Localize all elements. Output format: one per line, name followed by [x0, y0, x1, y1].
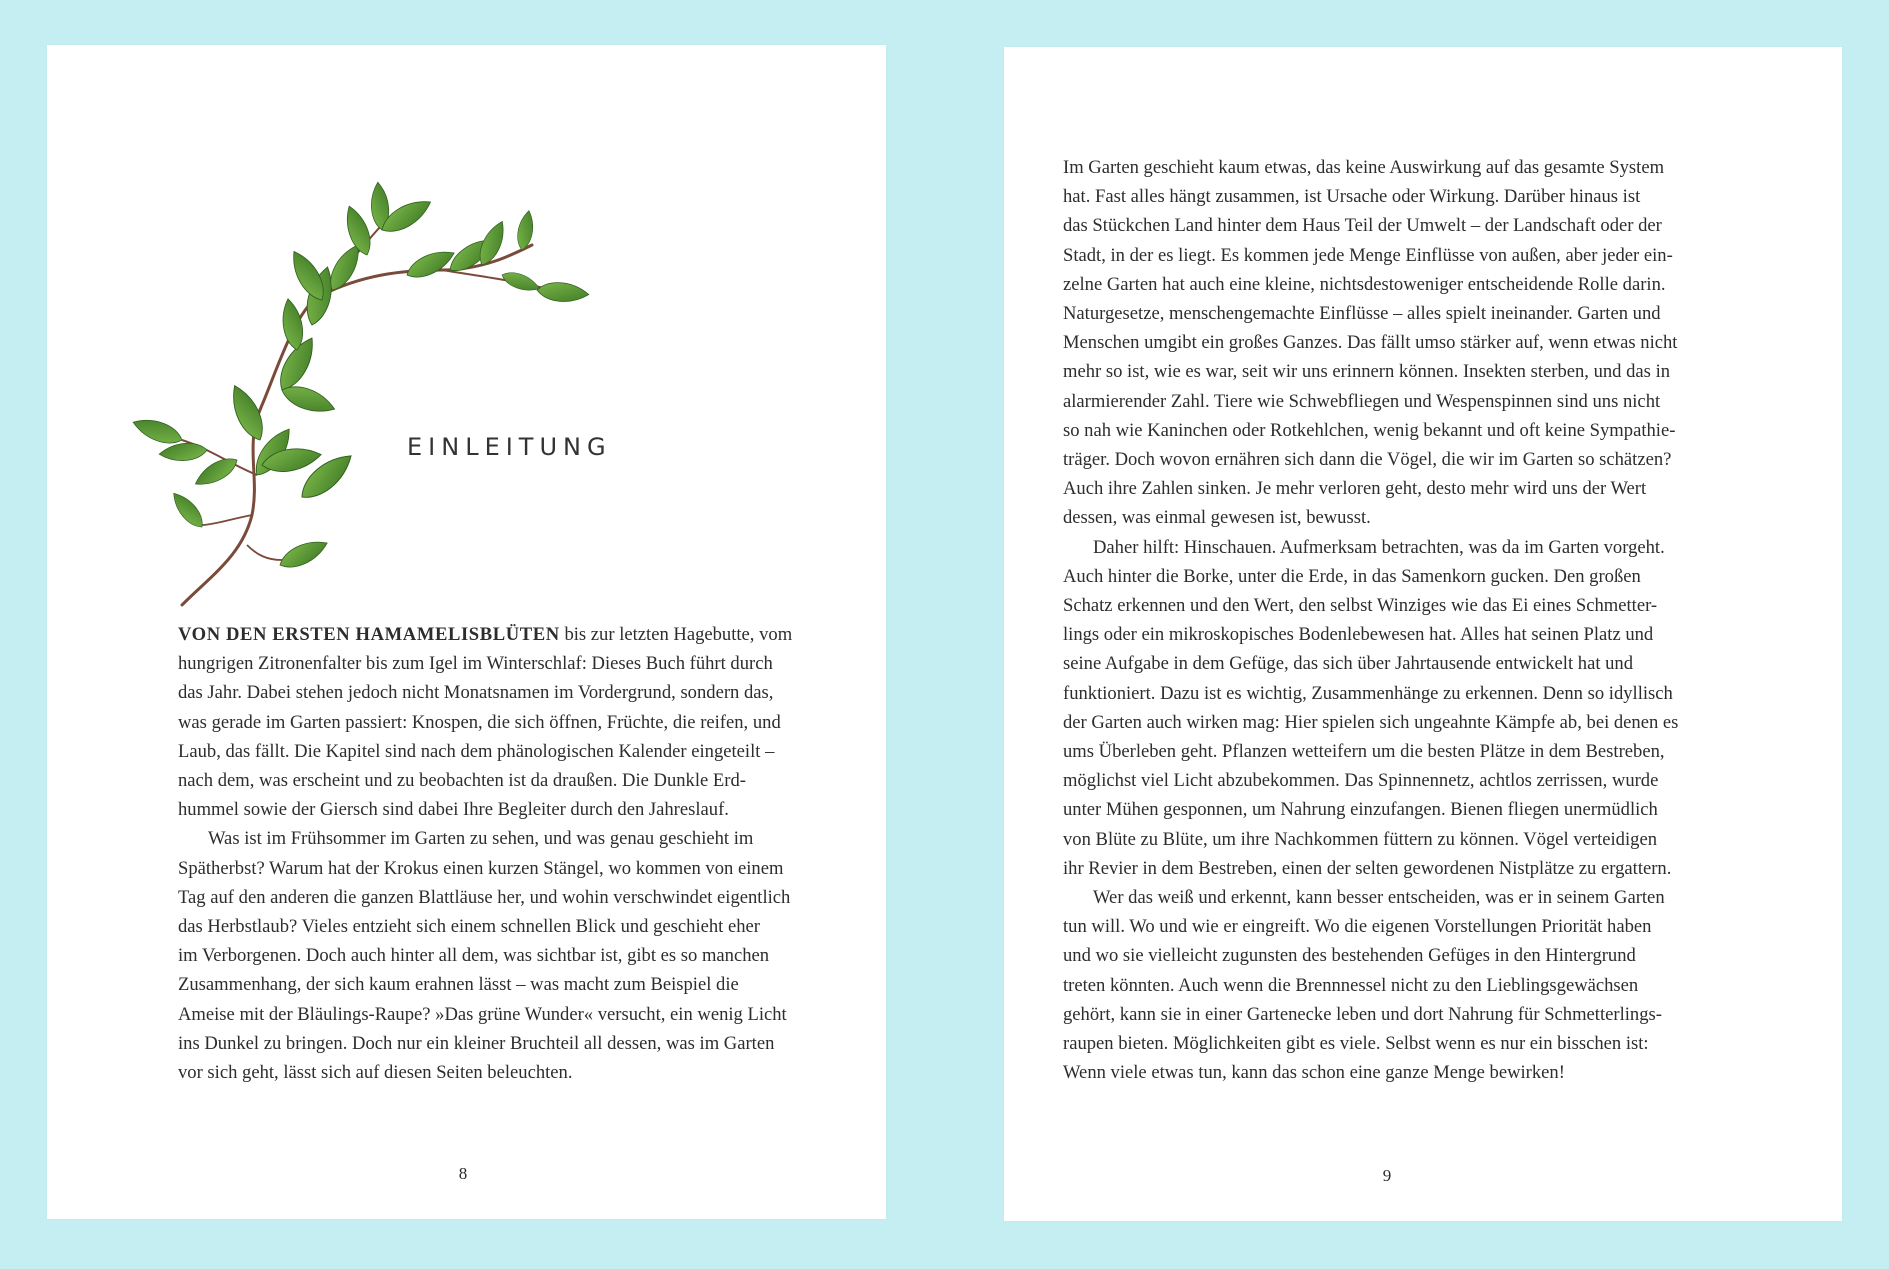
- text-line: Tag auf den anderen die ganzen Blattläuse her, und wohin verschwindet eigentlich: [178, 886, 791, 908]
- text-line: hummel sowie der Giersch sind dabei Ihre Begleiter durch den Jahreslauf.: [178, 799, 729, 821]
- text-line: dessen, was einmal gewesen ist, bewusst.: [1063, 507, 1371, 529]
- text-line: zelne Garten hat auch eine kleine, nichtsdestoweniger entscheidende Rolle darin.: [1063, 273, 1666, 295]
- left-page-text: [178, 620, 838, 1087]
- text-line: Wer das weiß und erkennt, kann besser entscheiden, was er in seinem Garten: [1093, 887, 1665, 909]
- text-line: Laub, das fällt. Die Kapitel sind nach dem phänologischen Kalender eingeteilt –: [178, 740, 775, 762]
- text-line: Im Garten geschieht kaum etwas, das keine Auswirkung auf das gesamte System: [1063, 157, 1665, 178]
- right-page-text: [1063, 153, 1723, 1088]
- text-line: das Stückchen Land hinter dem Haus Teil der Umwelt – der Landschaft oder der: [1063, 215, 1662, 237]
- text-line: lings oder ein mikroskopisches Bodenlebewesen hat. Alles hat seinen Platz und: [1063, 624, 1654, 646]
- text-line: Auch ihre Zahlen sinken. Je mehr verloren geht, desto mehr wird uns der Wert: [1063, 478, 1647, 500]
- text-line: Wenn viele etwas tun, kann das schon eine ganze Menge bewirken!: [1063, 1062, 1565, 1084]
- text-line: Ameise mit der Bläulings-Raupe? »Das grüne Wunder« versucht, ein wenig Licht: [178, 1003, 787, 1025]
- text-line: vor sich geht, lässt sich auf diesen Seiten beleuchten.: [178, 1062, 573, 1084]
- text-line: unter Mühen gesponnen, um Nahrung einzufangen. Bienen fliegen unermüdlich: [1063, 799, 1658, 821]
- text-line: treten könnten. Auch wenn die Brennnessel nicht zu den Lieblingsgewächsen: [1063, 974, 1639, 996]
- text-line: hat. Fast alles hängt zusammen, ist Ursache oder Wirkung. Darüber hinaus ist: [1063, 186, 1641, 208]
- text-line: gehört, kann sie in einer Gartenecke leben und dort Nahrung für Schmetterlings-: [1063, 1003, 1662, 1025]
- text-line: träger. Doch wovon ernähren sich dann die Vögel, die wir im Garten so schätzen?: [1063, 449, 1672, 471]
- text-line: das Herbstlaub? Vieles entzieht sich einem schnellen Blick und geschieht eher: [178, 916, 760, 938]
- text-line: das Jahr. Dabei stehen jedoch nicht Monatsnamen im Vordergrund, sondern das,: [178, 682, 774, 704]
- text-line: ums Überleben geht. Pflanzen wetteifern um die besten Plätze in dem Bestreben,: [1063, 741, 1665, 763]
- text-line: der Garten auch wirken mag: Hier spielen sich ungeahnte Kämpfe ab, bei denen es: [1063, 711, 1679, 733]
- text-line: Menschen umgibt ein großes Ganzes. Das fällt umso stärker auf, wenn etwas nicht: [1063, 332, 1678, 354]
- text-line: Spätherbst? Warum hat der Krokus einen kurzen Stängel, wo kommen von einem: [178, 857, 784, 879]
- lead-in: VON DEN ERSTEN HAMAMELISBLÜTEN: [178, 624, 560, 645]
- text-line: Zusammenhang, der sich kaum erahnen lässt – was macht zum Beispiel die: [178, 974, 739, 996]
- text-line: Auch hinter die Borke, unter die Erde, in das Samenkorn gucken. Den großen: [1063, 565, 1641, 587]
- text-line: seine Aufgabe in dem Gefüge, das sich über Jahrtausende entwickelt hat und: [1063, 653, 1634, 675]
- leafy-branch-illustration: [132, 175, 662, 625]
- text-line: Naturgesetze, menschengemachte Einflüsse – alles spielt ineinander. Garten und: [1063, 303, 1661, 325]
- text-line: ins Dunkel zu bringen. Doch nur ein kleiner Bruchteil all dessen, was im Garten: [178, 1032, 775, 1054]
- text-line: Stadt, in der es liegt. Es kommen jede Menge Einflüsse von außen, aber jeder ein-: [1063, 244, 1673, 266]
- text-line: alarmierender Zahl. Tiere wie Schwebfliegen und Wespenspinnen sind uns nicht: [1063, 390, 1661, 412]
- text-line: tun will. Wo und wie er eingreift. Wo die eigenen Vorstellungen Priorität haben: [1063, 916, 1652, 938]
- page-number: 9: [1382, 1166, 1392, 1185]
- text-line: Daher hilft: Hinschauen. Aufmerksam betrachten, was da im Garten vorgeht.: [1093, 536, 1665, 558]
- text-line: Was ist im Frühsommer im Garten zu sehen, und was genau geschieht im: [208, 828, 754, 850]
- text-line: hungrigen Zitronenfalter bis zum Igel im Winterschlaf: Dieses Buch führt durch: [178, 653, 773, 675]
- text-line: und wo sie vielleicht zugunsten des bestehenden Gefüges in den Hintergrund: [1063, 945, 1636, 967]
- right-page: [1004, 47, 1842, 1221]
- text-line: funktioniert. Dazu ist es wichtig, Zusammenhänge zu erkennen. Denn so idyllisch: [1063, 682, 1673, 704]
- text-line: raupen bieten. Möglichkeiten gibt es viele. Selbst wenn es nur ein bisschen ist:: [1063, 1033, 1649, 1055]
- text-line: ihr Revier in dem Bestreben, einen der selten gewordenen Nistplätze zu ergattern.: [1063, 857, 1672, 879]
- chapter-title: EINLEITUNG: [407, 433, 612, 461]
- left-page: [47, 45, 886, 1219]
- text-line: was gerade im Garten passiert: Knospen, die sich öffnen, Früchte, die reifen, und: [178, 711, 781, 733]
- text-line: im Verborgenen. Doch auch hinter all dem, was sichtbar ist, gibt es so manchen: [178, 945, 770, 967]
- text-line: Schatz erkennen und den Wert, den selbst Winziges wie das Ei eines Schmetter-: [1063, 595, 1658, 617]
- text-line: so nah wie Kaninchen oder Rotkehlchen, wenig bekannt und oft keine Sympathie-: [1063, 419, 1676, 441]
- text-line: nach dem, was erscheint und zu beobachten ist da draußen. Die Dunkle Erd-: [178, 770, 746, 792]
- text-line: mehr so ist, wie es war, seit wir uns erinnern können. Insekten sterben, und das in: [1063, 361, 1671, 383]
- text-line: möglichst viel Licht abzubekommen. Das Spinnennetz, achtlos zerrissen, wurde: [1063, 770, 1659, 792]
- text-line: von Blüte zu Blüte, um ihre Nachkommen füttern zu können. Vögel verteidigen: [1063, 828, 1657, 850]
- text-line: VON DEN ERSTEN HAMAMELISBLÜTEN bis zur letzten Hagebutte, vom: [178, 624, 793, 645]
- page-number: 8: [458, 1164, 468, 1183]
